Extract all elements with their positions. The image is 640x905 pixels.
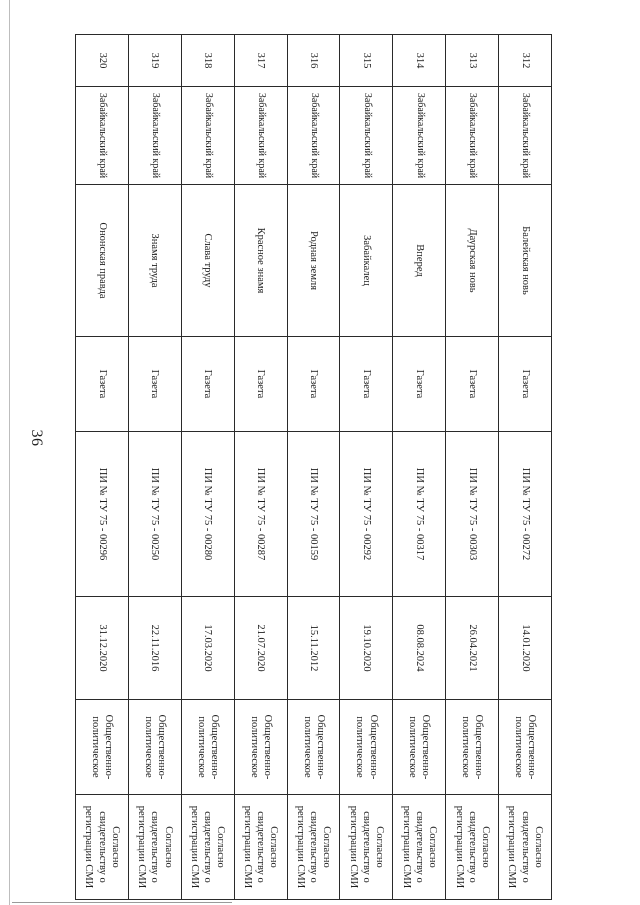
note-cell: Согласно свидетельству о регистрации СМИ [234, 795, 287, 900]
registration-number-cell: ПИ № ТУ 75 - 00280 [181, 432, 234, 597]
note-cell: Согласно свидетельству о регистрации СМИ [393, 795, 446, 900]
row-number-cell: 320 [76, 35, 129, 87]
region-cell: Забайкальский край [76, 87, 129, 185]
topic-cell: Общественно-политическое [340, 700, 393, 795]
row-number-cell: 315 [340, 35, 393, 87]
topic-cell: Общественно-политическое [499, 700, 552, 795]
registration-number-cell: ПИ № ТУ 75 - 00159 [287, 432, 340, 597]
media-type-cell: Газета [129, 337, 182, 432]
registration-number-cell: ПИ № ТУ 75 - 00287 [234, 432, 287, 597]
note-cell: Согласно свидетельству о регистрации СМИ [76, 795, 129, 900]
registration-date-cell: 22.11.2016 [129, 597, 182, 700]
page-number: 36 [28, 429, 45, 447]
region-cell: Забайкальский край [340, 87, 393, 185]
topic-cell: Общественно-политическое [181, 700, 234, 795]
topic-cell: Общественно-политическое [287, 700, 340, 795]
note-cell: Согласно свидетельству о регистрации СМИ [287, 795, 340, 900]
media-type-cell: Газета [446, 337, 499, 432]
publication-name-cell: Слава труду [181, 185, 234, 337]
note-cell: Согласно свидетельству о регистрации СМИ [129, 795, 182, 900]
table-row [340, 35, 393, 900]
media-registry-table [75, 34, 552, 900]
media-type-cell: Газета [76, 337, 129, 432]
topic-cell: Общественно-политическое [393, 700, 446, 795]
note-cell: Согласно свидетельству о регистрации СМИ [446, 795, 499, 900]
media-type-cell: Газета [181, 337, 234, 432]
registration-date-cell: 19.10.2020 [340, 597, 393, 700]
publication-name-cell: Знамя труда [129, 185, 182, 337]
registration-date-cell: 17.03.2020 [181, 597, 234, 700]
registration-date-cell: 08.08.2024 [393, 597, 446, 700]
media-type-cell: Газета [287, 337, 340, 432]
region-cell: Забайкальский край [287, 87, 340, 185]
publication-name-cell: Забайкалец [340, 185, 393, 337]
registration-date-cell: 31.12.2020 [76, 597, 129, 700]
publication-name-cell: Красное знамя [234, 185, 287, 337]
row-number-cell: 319 [129, 35, 182, 87]
registration-number-cell: ПИ № ТУ 75 - 00250 [129, 432, 182, 597]
table-row [76, 35, 129, 900]
region-cell: Забайкальский край [129, 87, 182, 185]
table-row [129, 35, 182, 900]
registration-date-cell: 14.01.2020 [499, 597, 552, 700]
row-number-cell: 317 [234, 35, 287, 87]
row-number-cell: 312 [499, 35, 552, 87]
table-row [393, 35, 446, 900]
table-row [287, 35, 340, 900]
note-cell: Согласно свидетельству о регистрации СМИ [499, 795, 552, 900]
table-row [499, 35, 552, 900]
row-number-cell: 318 [181, 35, 234, 87]
publication-name-cell: Даурская новь [446, 185, 499, 337]
note-cell: Согласно свидетельству о регистрации СМИ [340, 795, 393, 900]
region-cell: Забайкальский край [446, 87, 499, 185]
row-number-cell: 316 [287, 35, 340, 87]
row-number-cell: 313 [446, 35, 499, 87]
media-type-cell: Газета [340, 337, 393, 432]
media-registry-table-wrapper [75, 34, 552, 899]
table-body [76, 35, 552, 900]
media-type-cell: Газета [393, 337, 446, 432]
publication-name-cell: Родная земля [287, 185, 340, 337]
registration-number-cell: ПИ № ТУ 75 - 00292 [340, 432, 393, 597]
registration-number-cell: ПИ № ТУ 75 - 00303 [446, 432, 499, 597]
registration-date-cell: 15.11.2012 [287, 597, 340, 700]
topic-cell: Общественно-политическое [234, 700, 287, 795]
registration-number-cell: ПИ № ТУ 75 - 00317 [393, 432, 446, 597]
row-number-cell: 314 [393, 35, 446, 87]
bottom-rule [12, 902, 232, 903]
media-type-cell: Газета [234, 337, 287, 432]
note-cell: Согласно свидетельству о регистрации СМИ [181, 795, 234, 900]
table-row [181, 35, 234, 900]
region-cell: Забайкальский край [499, 87, 552, 185]
page-edge-line [9, 0, 10, 905]
publication-name-cell: Ононская правда [76, 185, 129, 337]
publication-name-cell: Балейская новь [499, 185, 552, 337]
registration-date-cell: 26.04.2021 [446, 597, 499, 700]
region-cell: Забайкальский край [393, 87, 446, 185]
registration-date-cell: 21.07.2020 [234, 597, 287, 700]
table-row [234, 35, 287, 900]
table-row [446, 35, 499, 900]
registration-number-cell: ПИ № ТУ 75 - 00272 [499, 432, 552, 597]
media-type-cell: Газета [499, 337, 552, 432]
topic-cell: Общественно-политическое [446, 700, 499, 795]
topic-cell: Общественно-политическое [129, 700, 182, 795]
region-cell: Забайкальский край [181, 87, 234, 185]
topic-cell: Общественно-политическое [76, 700, 129, 795]
region-cell: Забайкальский край [234, 87, 287, 185]
publication-name-cell: Вперед [393, 185, 446, 337]
registration-number-cell: ПИ № ТУ 75 - 00296 [76, 432, 129, 597]
